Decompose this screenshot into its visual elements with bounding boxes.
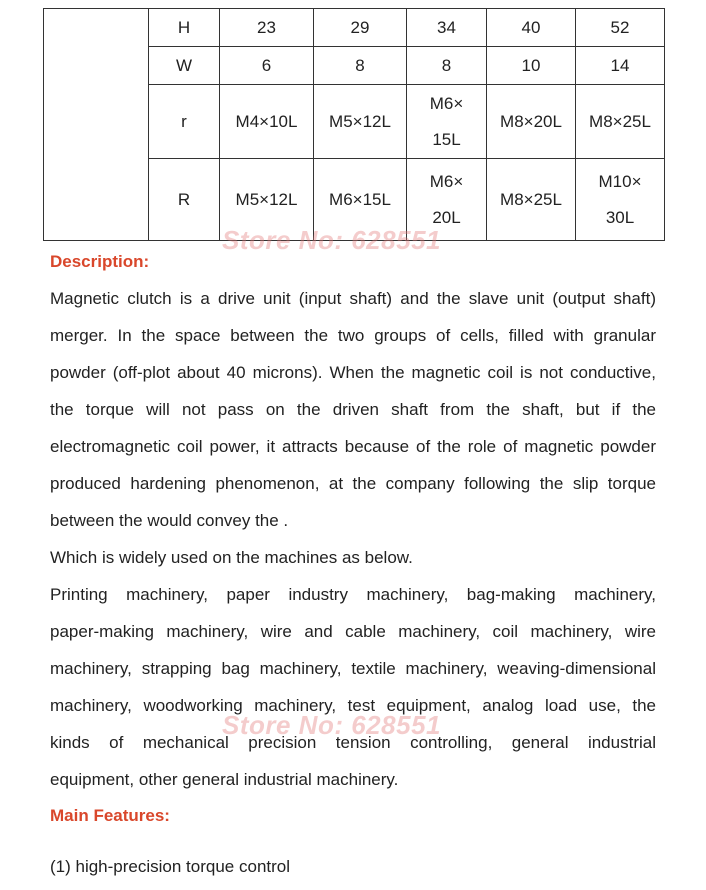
spec-cell: 52: [576, 9, 665, 47]
text-line: kinds of mechanical precision tension controlling, general industrial: [50, 733, 656, 752]
text-line: machinery, woodworking machinery, test equipment, analog load use, the: [50, 696, 656, 715]
spec-cell-line: 30L: [605, 207, 635, 227]
spec-cell: 10: [487, 47, 576, 85]
spec-cell: [576, 159, 665, 241]
text-line: produced hardening phenomenon, at the company following the slip torque: [50, 474, 656, 493]
description-heading: Description:: [50, 252, 150, 271]
spec-cell: 8: [314, 47, 407, 85]
spec-cell: M8×25L: [487, 159, 576, 241]
spec-cell: 29: [314, 9, 407, 47]
features-heading: Main Features:: [50, 806, 170, 825]
description-body: [50, 280, 656, 798]
description-paragraph: [50, 280, 656, 539]
spec-cell-line: 20L: [432, 207, 461, 227]
spec-row: [44, 9, 665, 47]
store-watermark: Store No: 628551: [222, 225, 441, 255]
text-line: the torque will not pass on the driven shaft from the shaft, but if the: [50, 400, 656, 419]
row-label: r: [149, 85, 220, 159]
usage-paragraph: [50, 576, 656, 798]
spec-cell-line: 15L: [432, 129, 461, 149]
text-line: electromagnetic coil power, it attracts because of the role of magnetic powder: [50, 437, 656, 456]
row-label: H: [149, 9, 220, 47]
text-line: merger. In the space between the two groups of cells, filled with granular: [50, 326, 656, 345]
spec-cell: 23: [220, 9, 314, 47]
spec-cell: M8×20L: [487, 85, 576, 159]
feature-item: (1) high-precision torque control: [50, 857, 291, 876]
spec-cell-line: M10×: [598, 171, 642, 191]
spec-cell: M8×25L: [576, 85, 665, 159]
blank-cell: [44, 9, 149, 241]
spec-cell-line: M6×: [429, 93, 464, 113]
spec-cell: 40: [487, 9, 576, 47]
spec-cell: M4×10L: [220, 85, 314, 159]
usage-intro: Which is widely used on the machines as below.: [50, 548, 413, 567]
spec-cell: 14: [576, 47, 665, 85]
text-line: paper-making machinery, wire and cable machinery, coil machinery, wire: [50, 622, 656, 641]
spec-cell: M6×15L: [314, 159, 407, 241]
row-label: W: [149, 47, 220, 85]
spec-table: [43, 8, 665, 241]
text-line: powder (off-plot about 40 microns). When the magnetic coil is not conductive,: [50, 363, 656, 382]
spec-cell: M5×12L: [314, 85, 407, 159]
text-line: equipment, other general industrial machinery.: [50, 770, 399, 789]
spec-cell: [407, 85, 487, 159]
spec-cell: [407, 159, 487, 241]
spec-cell-line: M6×: [429, 171, 464, 191]
row-label: R: [149, 159, 220, 241]
text-line: between the would convey the .: [50, 511, 289, 530]
spec-cell: 6: [220, 47, 314, 85]
spec-cell: 8: [407, 47, 487, 85]
store-watermark-2: Store No: 628551: [222, 710, 441, 740]
text-line: Magnetic clutch is a drive unit (input shaft) and the slave unit (output shaft): [50, 289, 656, 308]
text-line: machinery, strapping bag machinery, textile machinery, weaving-dimensional: [50, 659, 656, 678]
spec-cell: M5×12L: [220, 159, 314, 241]
text-line: Printing machinery, paper industry machinery, bag-making machinery,: [50, 585, 656, 604]
spec-cell: 34: [407, 9, 487, 47]
